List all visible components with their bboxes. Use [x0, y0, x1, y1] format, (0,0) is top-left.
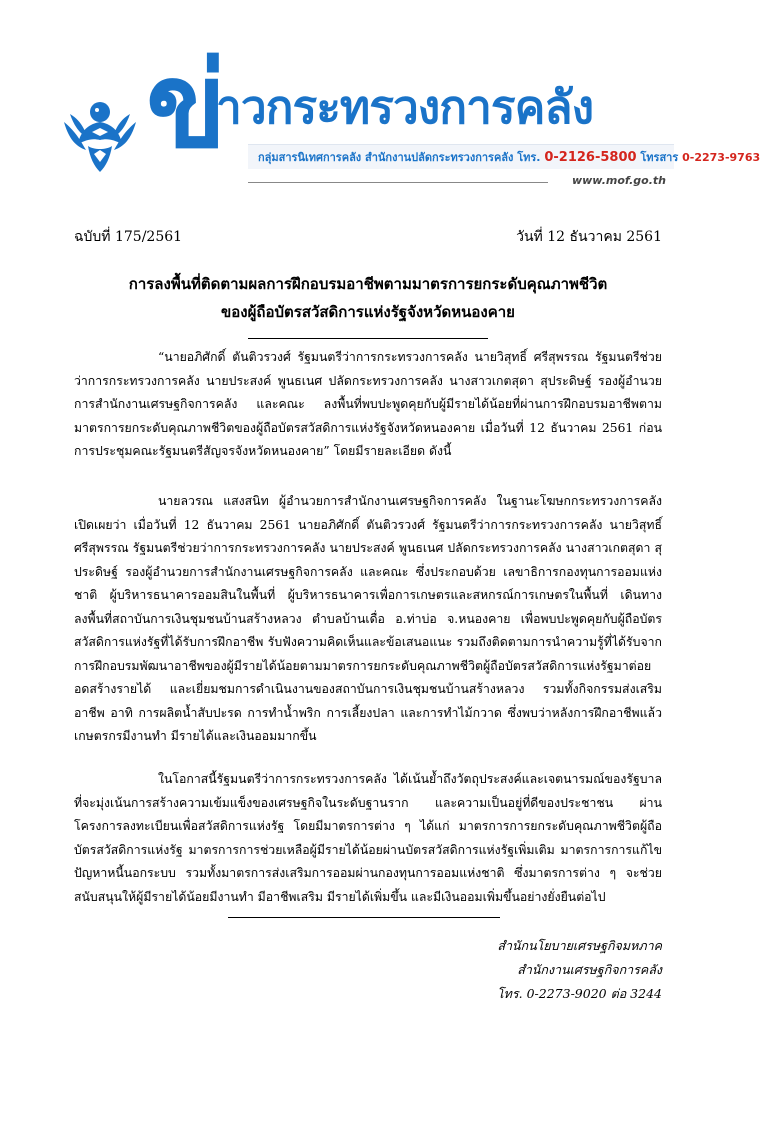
paragraph-details: นายลวรณ แสงสนิท ผู้อำนวยการสำนักงานเศรษฐกิจการคลัง ในฐานะโฆษกกระทรวงการคลัง เปิดเผยว่า เมื่อวันที่ 12 ธันวาคม 2561 นายอภิศักดิ์ ตันติวรวงศ์ รัฐมนตรีว่าการกระทรวงการคลัง นายวิสุทธิ์ ศรีสุพรรณ รัฐมนตรีช่วยว่าการกระทรวงการคลัง นายประสงค์ พูนธเนศ ปลัดกระทรวงการคลัง นางสาวเกตสุดา สุประดิษฐ์ รองผู้อำนวยการสำนักงานเศรษฐกิจการคลัง และคณะ ซึ่งประกอบด้วย เลขาธิการกองทุนการออมแห่งชาติ ผู้บริหารธนาคารออมสินในพื้นที่ ผู้บริหารธนาคารเพื่อการเกษตรและสหกรณ์การเกษตรในพื้นที่ เดินทางลงพื้นที่สถาบันการเงินชุมชนบ้านสร้างหลวง ตำบลบ้านเดื่อ อ.ท่าบ่อ จ.หนองคาย เพื่อพบปะพูดคุยกับผู้ถือบัตรสวัสดิการแห่งรัฐที่ได้รับการฝึกอาชีพ รับฟังความคิดเห็นและข้อเสนอแนะ รวมถึงติดตามการนำความรู้ที่ได้รับจากการฝึกอบรมพัฒนาอาชีพของผู้มีรายได้น้อยตามมาตรการยกระดับคุณภาพชีวิตผู้ถือบัตรสวัสดิการแห่งรัฐมาต่อยอดสร้างรายได้ และเยี่ยมชมการดำเนินงานของสถาบันการเงินชุมชนบ้านสร้างหลวง รวมทั้งกิจกรรมส่งเสริมอาชีพ อาทิ การผลิตน้ำสับปะรด การทำน้ำพริก การเลี้ยงปลา และการทำไม้กวาด ซึ่งพบว่าหลังการฝึกอาชีพแล้วเกษตรกรมีงานทำ มีรายได้และเงินออมมากขึ้น [74, 494, 662, 743]
masthead-contact [258, 148, 760, 166]
masthead [58, 36, 760, 192]
paragraph-policy: ในโอกาสนี้รัฐมนตรีว่าการกระทรวงการคลัง ได้เน้นย้ำถึงวัตถุประสงค์และเจตนารมณ์ของรัฐบาลที่จะมุ่งเน้นการสร้างความเข้มแข็งของเศรษฐกิจในระดับฐานราก และความเป็นอยู่ที่ดีของประชาชน ผ่านโครงการลงทะเบียนเพื่อสวัสดิการแห่งรัฐ โดยมีมาตรการต่าง ๆ ได้แก่ มาตรการการยกระดับคุณภาพชีวิตผู้ถือบัตรสวัสดิการแห่งรัฐ มาตรการการช่วยเหลือผู้มีรายได้น้อยผ่านบัตรสวัสดิการแห่งรัฐเพิ่มเติม มาตรการการแก้ไขปัญหาหนี้นอกระบบ รวมทั้งมาตรการส่งเสริมการออมผ่านกองทุนการออมแห่งชาติ ซึ่งมาตรการต่าง ๆ จะช่วยสนับสนุนให้ผู้มีรายได้น้อยมีงานทำ มีอาชีพเสริม มีรายได้เพิ่มขึ้น และมีเงินออมเพิ่มขึ้นอย่างยั่งยืนต่อไป [74, 772, 662, 904]
phone-number: 0-2126-5800 [544, 150, 637, 165]
contact-prefix: กลุ่มสารนิเทศการคลัง สำนักงานปลัดกระทรวงการคลัง โทร. [258, 151, 541, 164]
url-divider [248, 182, 548, 183]
closing-divider [228, 917, 500, 918]
release-date: วันที่ 12 ธันวาคม 2561 [516, 229, 662, 245]
website-url: www.mof.go.th [571, 174, 666, 187]
fax-prefix: โทรสาร [640, 151, 679, 164]
garuda-emblem-icon [58, 92, 142, 176]
paragraph-summary: “นายอภิศักดิ์ ตันติวรวงศ์ รัฐมนตรีว่าการกระทรวงการคลัง นายวิสุทธิ์ ศรีสุพรรณ รัฐมนตรีช่วยว่าการกระทรวงการคลัง นายประสงค์ พูนธเนศ ปลัดกระทรวงการคลัง นางสาวเกตสุดา สุประดิษฐ์ รองผู้อำนวยการสำนักงานเศรษฐกิจการคลัง และคณะ ลงพื้นที่พบปะพูดคุยกับผู้มีรายได้น้อยที่ผ่านการฝึกอบรมอาชีพตามมาตรการยกระดับคุณภาพชีวิตของผู้ถือบัตรสวัสดิการแห่งรัฐจังหวัดหนองคาย เมื่อวันที่ 12 ธันวาคม 2561 ก่อนการประชุมคณะรัฐมนตรีสัญจรจังหวัดหนองคาย” โดยมีรายละเอียด ดังนี้ [74, 350, 662, 458]
issue-number: ฉบับที่ 175/2561 [74, 229, 183, 245]
signature-agency: สำนักงานเศรษฐกิจการคลัง [517, 962, 662, 977]
masthead-initial: ข่ [146, 36, 227, 174]
headline-line-2: ของผู้ถือบัตรสวัสดิการแห่งรัฐจังหวัดหนองคาย [221, 303, 515, 321]
fax-number: 0-2273-9763 [682, 151, 760, 164]
headline-divider [248, 338, 488, 339]
masthead-title: าวกระทรวงการคลัง [216, 80, 594, 134]
signature-phone: โทร. 0-2273-9020 ต่อ 3244 [496, 986, 662, 1001]
signature-office: สำนักนโยบายเศรษฐกิจมหภาค [497, 938, 662, 953]
headline-line-1: การลงพื้นที่ติดตามผลการฝึกอบรมอาชีพตามมาตรการยกระดับคุณภาพชีวิต [128, 275, 608, 293]
